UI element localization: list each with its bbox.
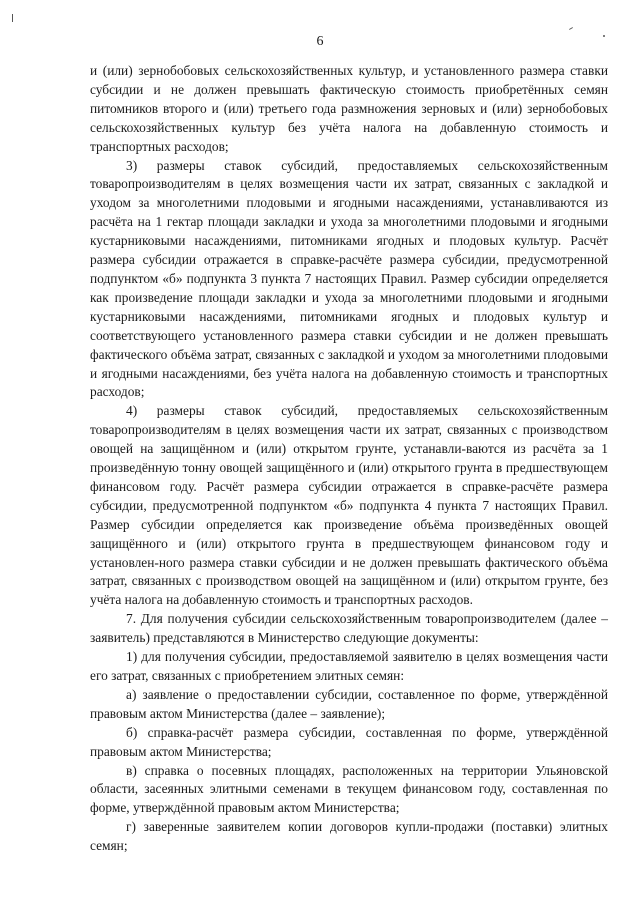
paragraph-subitem-v: в) справка о посевных площадях, расположенных на территории Ульяновской области, засеянных элитными семенами в текущем финансовом году, составленная по форме, утверждённой правовым актом Министерства;: [90, 762, 608, 816]
paragraph-subitem-a: а) заявление о предоставлении субсидии, составленное по форме, утверждённой правовым актом Министерства (далее – заявление);: [90, 686, 608, 721]
paragraph-item-4: 4) размеры ставок субсидий, предоставляемых сельскохозяйственным товаропроизводителям в целях возмещения части их затрат, связанных с производством овощей на защищённом и (или) открытом грунте, устанавли-ваются из расчёта за 1 произведённую тонну овощей защищённого и (или) открытого грунта в предшествующем финансовом году. Расчёт размера субсидии отражается в справке-расчёте размера субсидии, предусмотренной подпунктом «б» подпункта 4 пункта 7 настоящих Правил. Размер субсидии определяется как произведение объёма произведённых овощей защищённого и (или) открытого грунта в предшествующем финансовом году и установлен-ного размера ставки субсидии и не должен превышать фактического объёма затрат, связанных с производством овощей на защищённом и (или) открытом грунте, без учёта налога на добавленную стоимость и транспортных расходов.: [90, 403, 608, 608]
paragraph-section-7: 7. Для получения субсидии сельскохозяйственным товаропроизводителем (далее – заявитель) представляются в Министерство следующие документы:: [90, 611, 608, 646]
document-body: [90, 62, 608, 856]
scan-artifact: [569, 27, 573, 30]
paragraph-subitem-1: 1) для получения субсидии, предоставляемой заявителю в целях возмещения части его затрат, связанных с приобретением элитных семян:: [90, 649, 608, 683]
paragraph-subitem-g: г) заверенные заявителем копии договоров купли-продажи (поставки) элитных семян;: [90, 819, 608, 854]
paragraph-subitem-b: б) справка-расчёт размера субсидии, составленная по форме, утверждённой правовым актом Министерства;: [90, 724, 608, 759]
page-number: 6: [316, 34, 324, 49]
scan-artifact: [12, 14, 13, 22]
paragraph-continuation: и (или) зернобобовых сельскохозяйственных культур, и установленного размера ставки субсидии и не должен превышать фактическую стоимость приобретённых семян питомников второго и (или) третьего года размножения зерновых и (или) зернобобовых сельскохозяйственных культур без учёта налога на добавленную стоимость и транспортных расходов;: [90, 63, 608, 154]
paragraph-item-3: 3) размеры ставок субсидий, предоставляемых сельскохозяйственным товаропроизводителям в целях возмещения части их затрат, связанных с закладкой и уходом за многолетними плодовыми и ягодными насаждениями, устанавливаются из расчёта на 1 гектар площади закладки и ухода за многолетними плодовыми и ягодными кустарниковыми насаждениями, питомниками ягодных и плодовых культур. Расчёт размера субсидии отражается в справке-расчёте размера субсидии, предусмотренной подпунктом «б» подпункта 3 пункта 7 настоящих Правил. Размер субсидии определяется как произведение площади закладки и ухода за многолетними плодовыми и ягодными кустарниковыми насаждениями, питомниками ягодных и плодовых культур и соответствующего установленного размера ставки субсидии и не должен превышать фактического объёма затрат, связанных с закладкой и уходом за многолетними плодовыми и ягодными насаждениями, без учёта налога на добавленную стоимость и транспортных расходов;: [90, 157, 608, 400]
